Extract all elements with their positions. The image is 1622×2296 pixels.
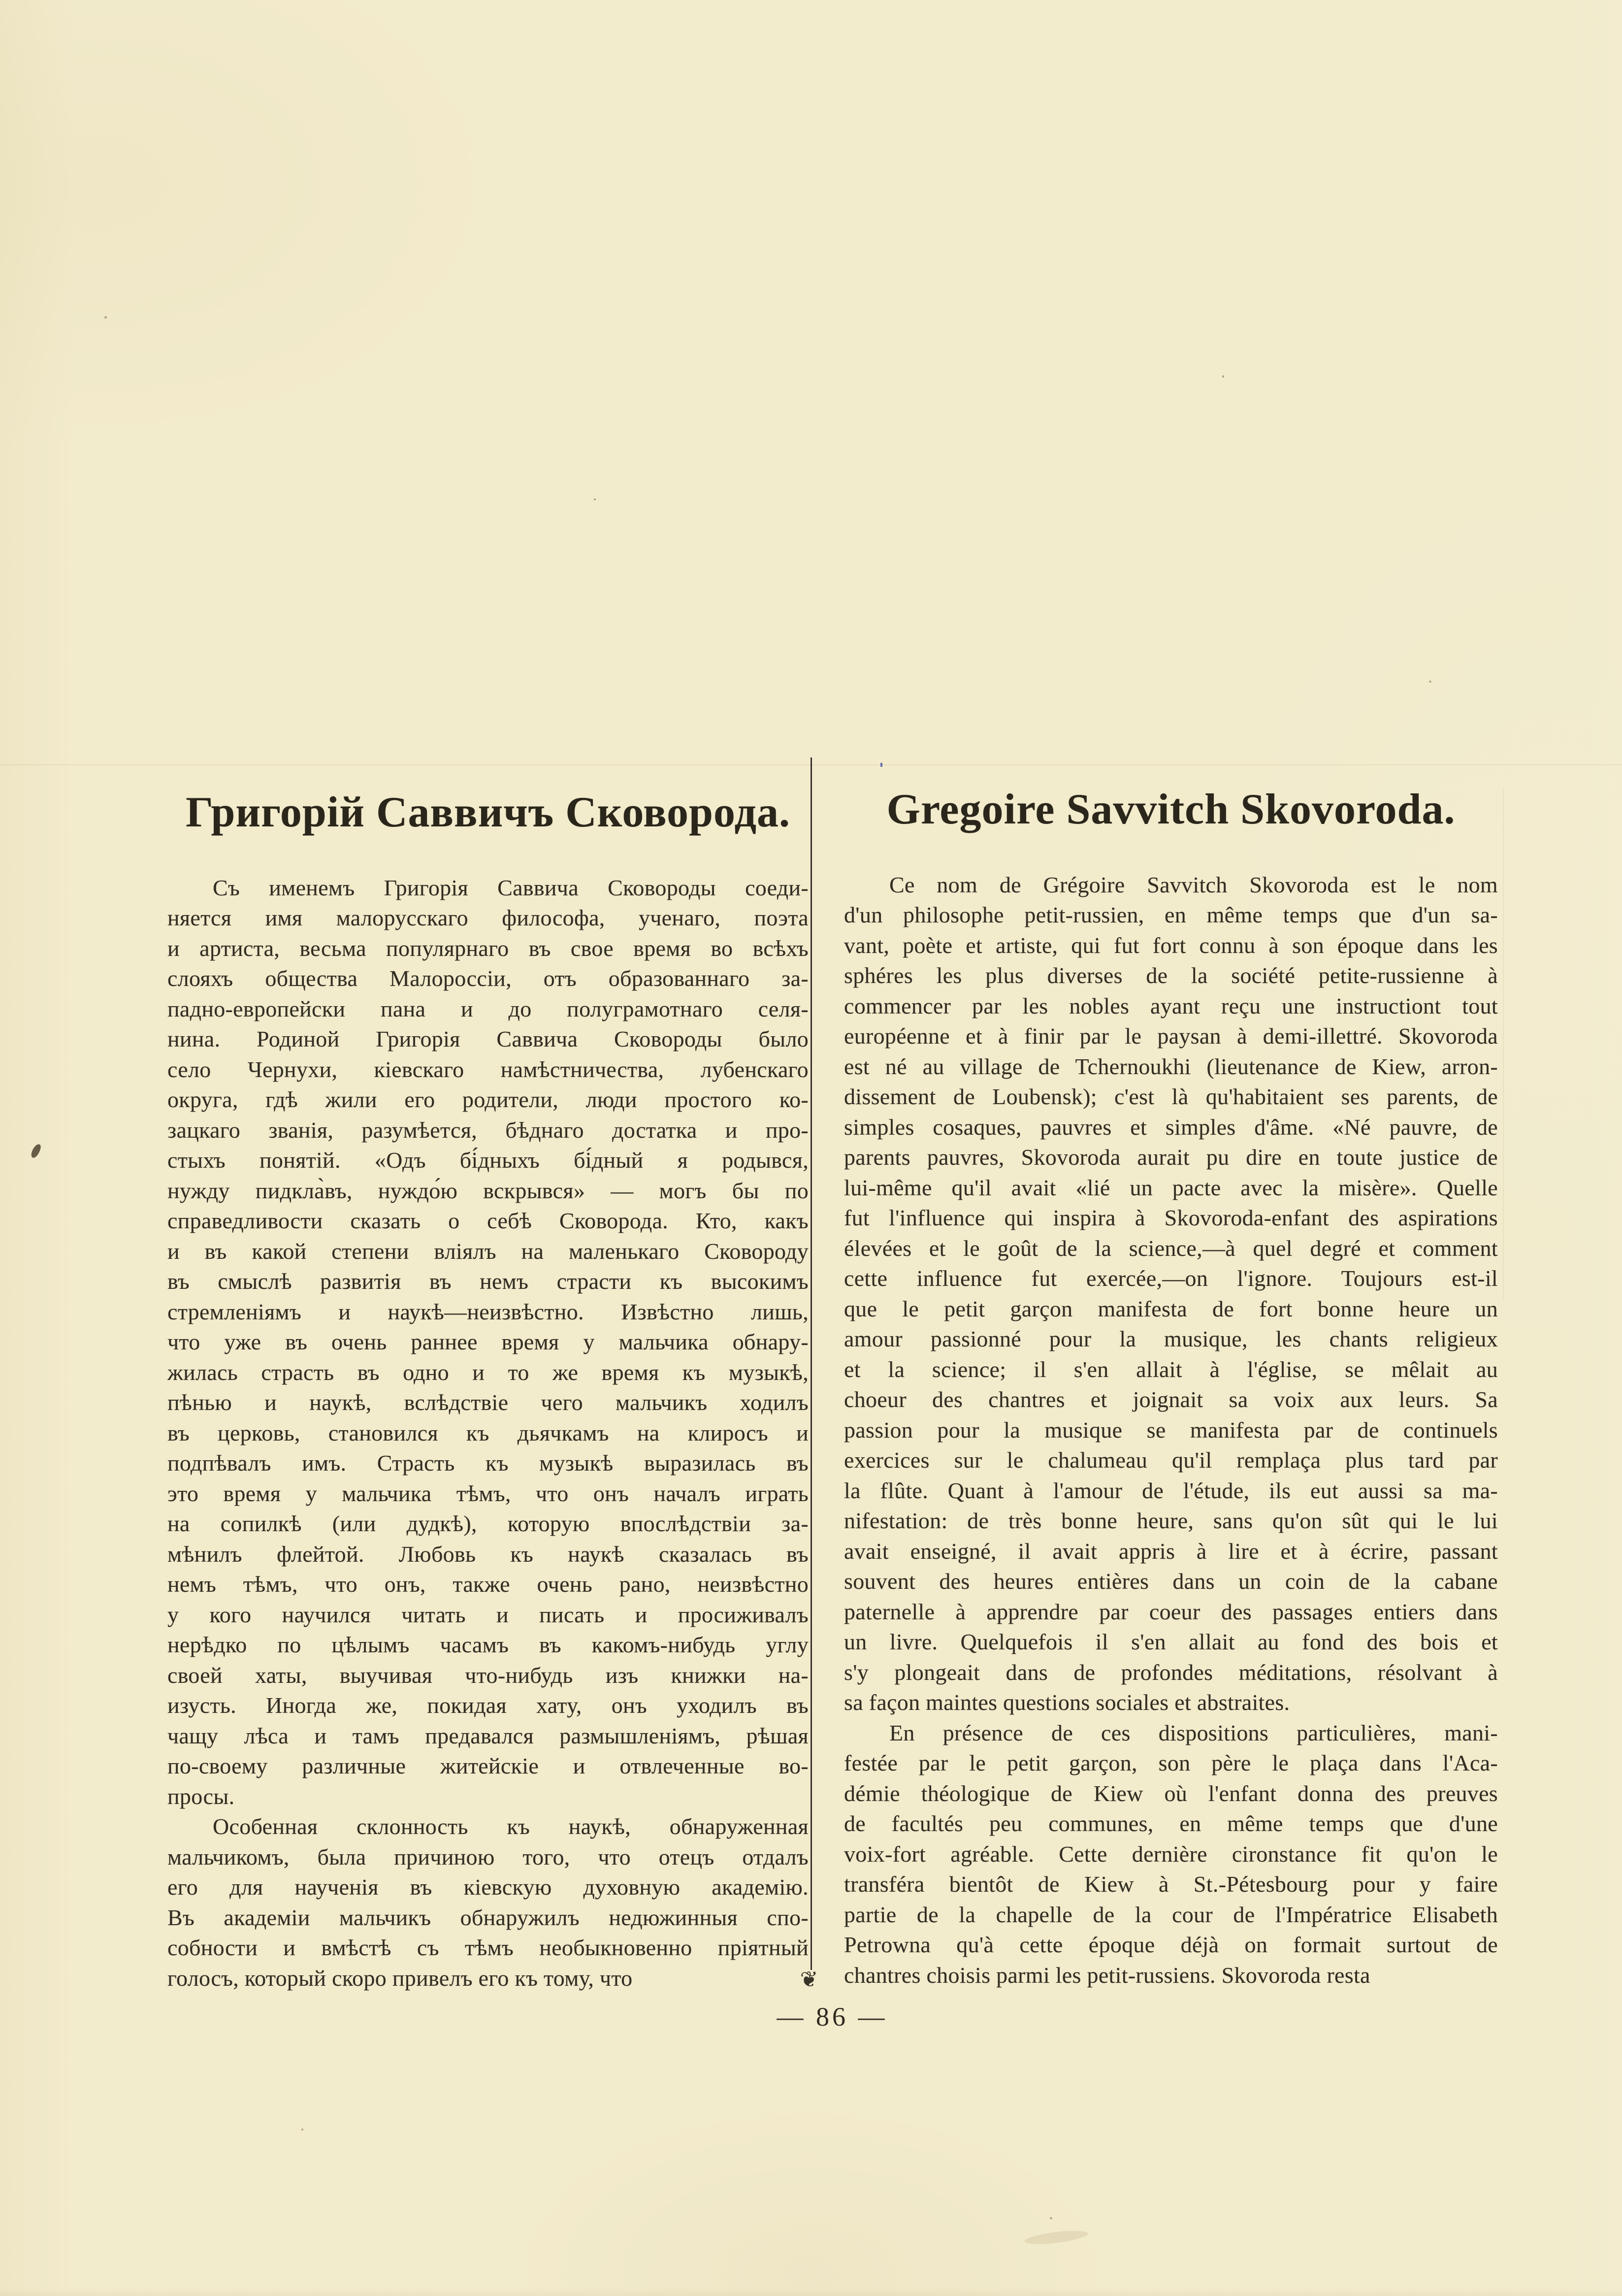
text-line: падно-европейски пана и до полуграмотнаго селя- (167, 996, 809, 1021)
text-line: paternelle à apprendre par coeur des passages entiers dans (844, 1599, 1498, 1624)
text-line: choeur des chantres et joignait sa voix aux leurs. Sa (844, 1387, 1498, 1412)
text-line: Особенная склонность къ наукѣ, обнаруженная (213, 1814, 809, 1839)
russian-title: Григорій Саввичъ Сковорода. (186, 788, 790, 836)
text-line: няется имя малорусскаго философа, ученаго, поэта (167, 905, 809, 931)
text-line: что уже въ очень раннее время у мальчика обнару- (167, 1329, 809, 1355)
french-text-column (844, 787, 1498, 1990)
text-line: amour passionné pour la musique, les chants religieux (844, 1326, 1498, 1352)
text-line: это время у мальчика тѣмъ, что онъ началъ играть (167, 1480, 809, 1506)
text-line: нерѣдко по цѣлымъ часамъ въ какомъ-нибудь углу (167, 1632, 809, 1658)
text-line: sphéres les plus diverses de la société petite-russienne à (844, 963, 1498, 988)
text-line: округа, гдѣ жили его родители, люди простого ко- (167, 1087, 809, 1113)
text-line: стыхъ понятій. «Одъ бі́дныхъ бі́дный я родывся, (167, 1148, 809, 1173)
text-line: на сопилкѣ (или дудкѣ), которую впослѣдствіи за- (167, 1511, 809, 1537)
text-line: Petrowna qu'à cette époque déjà on formait surtout de (844, 1932, 1498, 1958)
text-line: слояхъ общества Малороссіи, отъ образованнаго за- (167, 966, 809, 991)
french-title: Gregoire Savvitch Skovoroda. (886, 786, 1456, 833)
paper-crease (1503, 788, 1504, 1300)
page-number: — 86 — (777, 2002, 888, 2032)
text-line: que le petit garçon manifesta de fort bonne heure un (844, 1296, 1498, 1321)
text-line: и въ какой степени вліялъ на маленькаго Сковороду (167, 1238, 809, 1264)
text-line: sa façon maintes questions sociales et abstraites. (844, 1690, 1290, 1715)
text-line: démie théologique de Kiew où l'enfant donna des preuves (844, 1780, 1498, 1806)
text-line: En présence de ces dispositions particulières, mani- (889, 1720, 1498, 1745)
text-line: немъ тѣмъ, что онъ, также очень рано, неизвѣстно (167, 1572, 809, 1597)
text-line: мѣнилъ флейтой. Любовь къ наукѣ сказалась въ (167, 1541, 809, 1567)
text-line: подпѣвалъ имъ. Страсть къ музыкѣ выразилась въ (167, 1450, 809, 1476)
text-line: élevées et le goût de la science,—à quel degré et comment (844, 1235, 1498, 1261)
text-line: Ce nom de Grégoire Savvitch Skovoroda est le nom (889, 872, 1498, 897)
text-line: dissement de Loubensk); c'est là qu'habitaient ses parents, de (844, 1084, 1498, 1110)
text-line: est né au village de Tchernoukhi (lieutenance de Kiew, arron- (844, 1053, 1498, 1079)
text-line: собности и вмѣстѣ съ тѣмъ необыкновенно пріятный (167, 1935, 809, 1961)
blue-scan-speck (880, 763, 882, 767)
text-line: fut l'influence qui inspira à Skovoroda-enfant des aspirations (844, 1205, 1498, 1231)
paper-speck (1222, 375, 1224, 378)
text-line: у кого научился читать и писать и просиживалъ (167, 1602, 809, 1627)
text-line: по-своему различные житейскіе и отвлеченные во- (167, 1753, 809, 1779)
text-line: просы. (167, 1783, 235, 1809)
text-line: s'y plongeait dans de profondes méditations, résolvant à (844, 1659, 1498, 1685)
text-line: avait enseigné, il avait appris à lire et à écrire, passant (844, 1538, 1498, 1564)
text-line: жилась страсть въ одно и то же время къ музыкѣ, (167, 1359, 809, 1385)
text-line: пѣнью и наукѣ, вслѣдствіе чего мальчикъ ходилъ (167, 1390, 809, 1415)
text-line: européenne et à finir par le paysan à demi-illettré. Skovoroda (844, 1023, 1498, 1049)
text-line: зацкаго званія, разумѣется, бѣднаго достатка и про- (167, 1117, 809, 1143)
text-line: parents pauvres, Skovoroda aurait pu dire en toute justice de (844, 1145, 1498, 1170)
text-line: и артиста, весьма популярнаго въ свое время во всѣхъ (167, 935, 809, 961)
text-line: et la science; il s'en allait à l'église, se mêlait au (844, 1356, 1498, 1382)
paper-speck (301, 2129, 303, 2131)
margin-ink-mark (30, 1143, 42, 1159)
text-line: голосъ, который скоро привелъ его къ тому, что (167, 1965, 633, 1991)
text-line: voix-fort agréable. Cette dernière cironstance fit qu'on le (844, 1841, 1498, 1867)
text-line: стремленіямъ и наукѣ—неизвѣстно. Извѣстно лишь, (167, 1299, 809, 1324)
text-line: vant, poète et artiste, qui fut fort connu à son époque dans les (844, 932, 1498, 958)
fleuron-ornament-icon: ❦ (800, 1968, 818, 1992)
text-line: partie de la chapelle de la cour de l'Impératrice Elisabeth (844, 1902, 1498, 1927)
text-line: passion pour la musique se manifesta par de continuels (844, 1417, 1498, 1443)
text-line: справедливости сказать о себѣ Сковорода. Кто, какъ (167, 1208, 809, 1234)
text-line: Въ академіи мальчикъ обнаружилъ недюжинныя спо- (167, 1904, 809, 1930)
text-line: cette influence fut exercée,—on l'ignore. Toujours est-il (844, 1266, 1498, 1291)
text-line: нина. Родиной Григорія Саввича Сковороды было (167, 1026, 809, 1052)
text-line: его для наученія въ кіевскую духовную академію. (167, 1874, 809, 1900)
text-line: d'un philosophe petit-russien, en même temps que d'un sa- (844, 902, 1498, 928)
text-line: изусть. Иногда же, покидая хату, онъ уходилъ въ (167, 1693, 809, 1718)
text-line: чащу лѣса и тамъ предавался размышленіямъ, рѣшая (167, 1723, 809, 1748)
text-line: въ смыслѣ развитія въ немъ страсти къ высокимъ (167, 1269, 809, 1294)
text-line: lui-même qu'il avait «lié un pacte avec la misère». Quelle (844, 1175, 1498, 1200)
text-line: exercices sur le chalumeau qu'il remplaça plus tard par (844, 1447, 1498, 1473)
text-line: nifestation: de très bonne heure, sans qu'on sût qui le lui (844, 1508, 1498, 1534)
russian-text-column (167, 790, 809, 1993)
text-line: simples cosaques, pauvres et simples d'âme. «Né pauvre, de (844, 1114, 1498, 1140)
text-line: commencer par les nobles ayant reçu une instructiont tout (844, 993, 1498, 1018)
paper-smudge (1024, 2228, 1089, 2247)
text-line: la flûte. Quant à l'amour de l'étude, ils eut aussi sa ma- (844, 1477, 1498, 1503)
text-line: festée par le petit garçon, son père le plaça dans l'Aca- (844, 1750, 1498, 1776)
text-line: въ церковь, становился къ дьячкамъ на клиросъ и (167, 1420, 809, 1445)
text-line: Съ именемъ Григорія Саввича Сковороды соеди- (213, 875, 809, 900)
text-line: chantres choisis parmi les petit-russiens. Skovoroda resta (844, 1962, 1370, 1988)
text-line: transféra bientôt de Kiew à St.-Pétesbourg pour y faire (844, 1871, 1498, 1897)
text-line: un livre. Quelquefois il s'en allait au fond des bois et (844, 1629, 1498, 1655)
paper-speck (1050, 2217, 1052, 2219)
text-line: село Чернухи, кіевскаго намѣстничества, лубенскаго (167, 1056, 809, 1082)
paper-speck (594, 498, 596, 500)
paper-speck (104, 316, 107, 319)
text-line: нужду пидкла̀въ, нуждо́ю вскрывся» — могъ бы по (167, 1178, 809, 1203)
paper-speck (1429, 681, 1431, 683)
text-line: de facultés peu communes, en même temps que d'une (844, 1811, 1498, 1837)
column-divider-rule (811, 757, 812, 1970)
text-line: своей хаты, выучивая что-нибудь изъ книжки на- (167, 1662, 809, 1688)
text-line: мальчикомъ, была причиною того, что отецъ отдалъ (167, 1844, 809, 1870)
text-line: souvent des heures entières dans un coin de la cabane (844, 1569, 1498, 1594)
